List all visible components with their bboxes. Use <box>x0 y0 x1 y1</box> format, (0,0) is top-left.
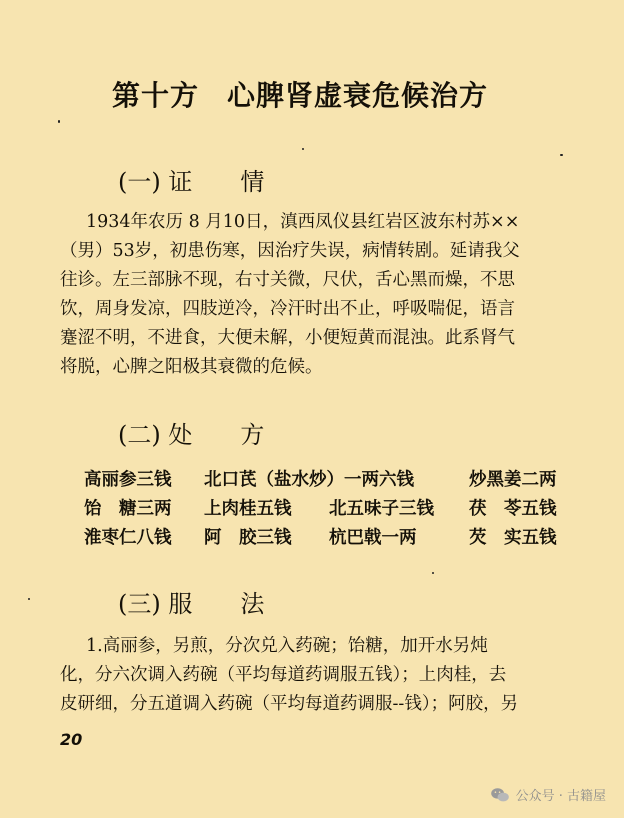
wechat-icon <box>490 787 510 803</box>
scan-speck <box>560 154 563 156</box>
chapter-number: 第十方 <box>112 79 200 112</box>
section-heading-usage: (三) 服 法 <box>118 590 265 618</box>
chapter-subtitle: 心脾肾虚衰危候治方 <box>227 79 489 112</box>
watermark-text: 公众号 · 古籍屋 <box>515 789 606 804</box>
prescription-row: 高丽参三钱 北口芪（盐水炒）一两六钱 炒黑姜二两 <box>84 470 557 490</box>
section-heading-prescription: (二) 处 方 <box>118 421 265 449</box>
page-number: 20 <box>60 730 83 749</box>
prescription-row: 饴 糖三两 上肉桂五钱 北五味子三钱 茯 苓五钱 <box>84 499 557 519</box>
prescription-row: 淮枣仁八钱 阿 胶三钱 杭巴戟一两 芡 实五钱 <box>84 528 557 548</box>
case-description: 1934年农历 8 月10日，滇西凤仪县红岩区波东村苏×× （男）53岁，初患伤寒，因治疗失误，病情转剧。延请我父 往诊。左三部脉不现，右寸关微，尺伏，舌心黑而燥，不思 饮，周身发凉，四肢逆冷，冷汗时出不止，呼吸喘促，语言 蹇涩不明，不进食，大便未解，小便短黄而混浊。此系肾气 将脱，心脾之阳极其衰微的危候。 <box>60 212 520 377</box>
prescription-list <box>84 466 579 553</box>
scan-speck <box>302 148 304 150</box>
watermark <box>490 785 606 804</box>
scan-speck <box>58 120 60 123</box>
section-heading-symptoms: (一) 证 情 <box>118 168 265 196</box>
scan-speck <box>28 598 30 600</box>
usage-instructions: 1.高丽参，另煎，分次兑入药碗；饴糖，加开水另炖 化，分六次调入药碗（平均每道药调服五钱）；上肉桂，去 皮研细，分五道调入药碗（平均每道药调服--钱）；阿胶，另 <box>60 636 519 714</box>
scan-speck <box>432 572 434 574</box>
chapter-title <box>112 74 532 114</box>
